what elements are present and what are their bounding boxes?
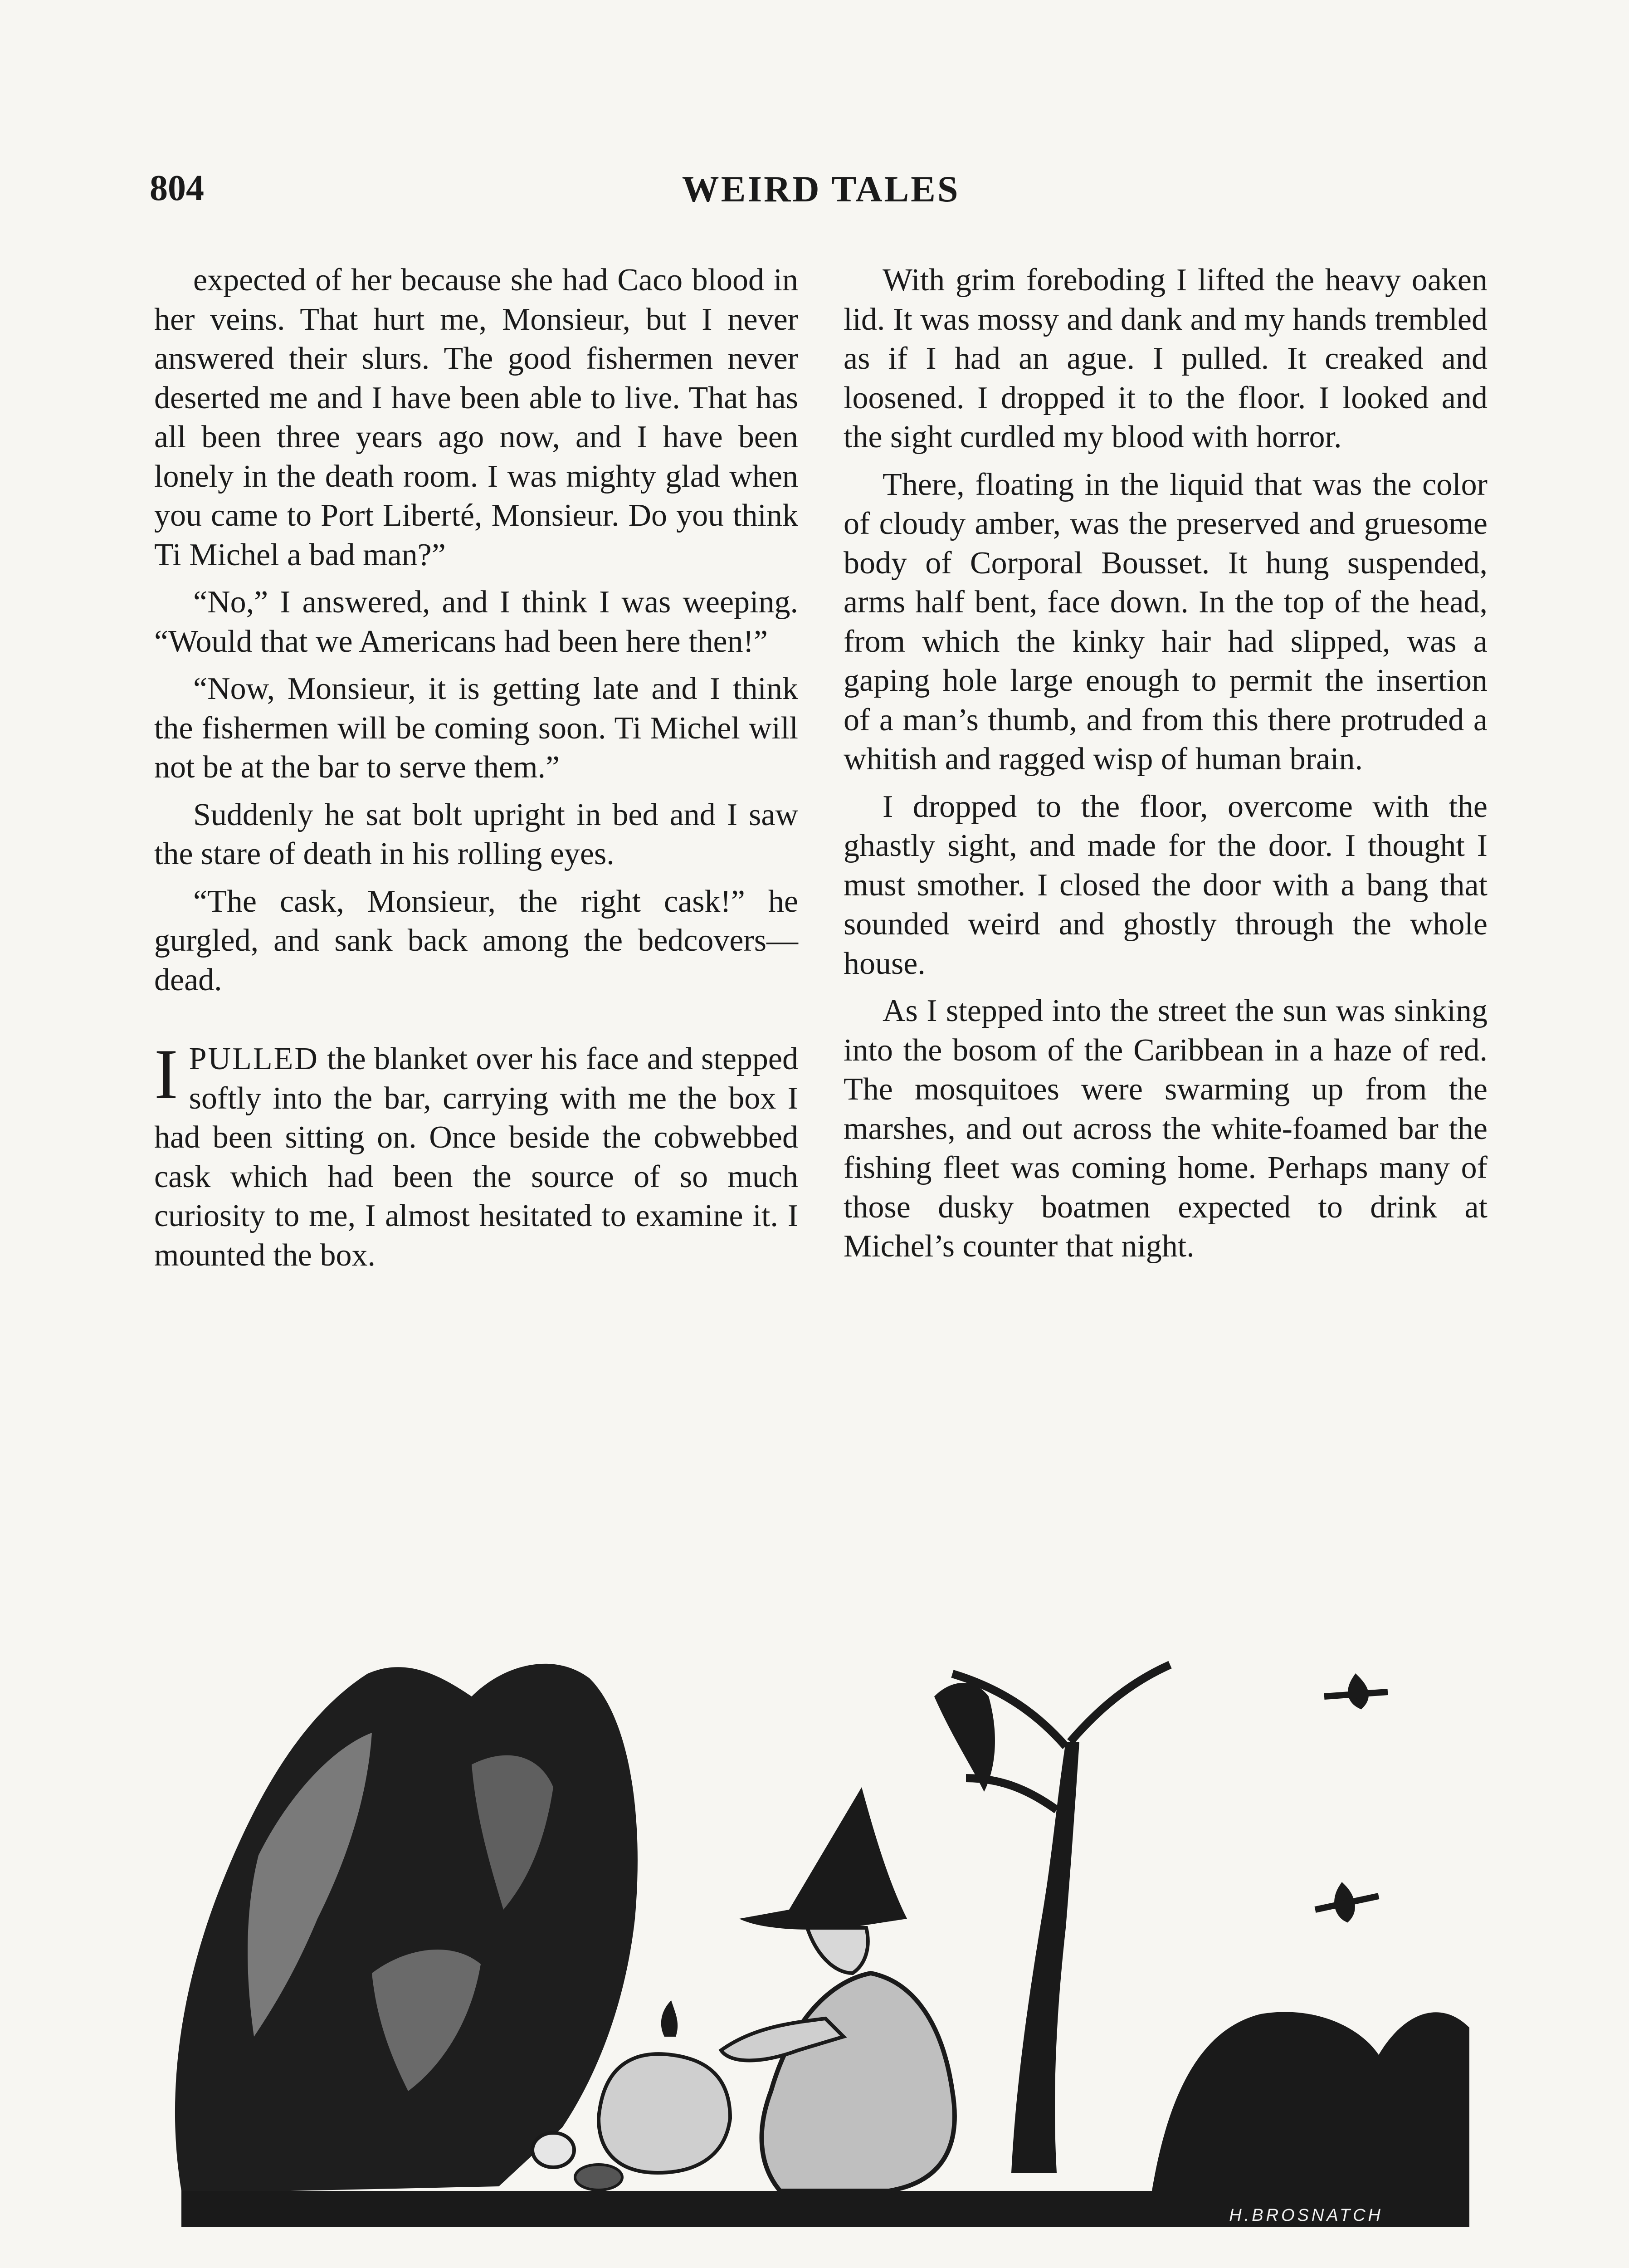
paragraph: With grim foreboding I lifted the heavy oaken lid. It was mossy and dank and my hands trembled as if I had an ague. I pulled. It creaked and loosened. I dropped it to the floor. I looked and the sight curdled my blood with horror. [844,263,1488,455]
drop-cap: I [154,1035,178,1114]
left-column [154,261,798,1283]
toad [575,2165,622,2190]
paragraph: Suddenly he sat bolt upright in bed and I saw the stare of death in his rolling eyes. [154,797,798,871]
paragraph: “No,” I answered, and I think I was weeping. “Would that we Americans had been here then!” [154,585,798,659]
page-header [150,168,1492,218]
rock-formation [175,1664,638,2191]
section-break [154,1008,798,1040]
witch-face [807,1928,868,1973]
stone-block [599,2054,730,2173]
illustration-drawing [154,1628,1488,2232]
paragraph: I dropped to the floor, overcome with the ghastly sight, and made for the door. I thought I must smother. I closed the door with a bang that sounded weird and ghostly through the whole house. [844,789,1488,981]
skull [532,2133,574,2167]
paragraph: “Now, Monsieur, it is getting late and I think the fishermen will be coming soon. Ti Michel will not be at the bar to serve them.” [154,671,798,785]
artist-signature: H.BROSNATCH [1229,2206,1383,2225]
witch-illustration [154,1628,1488,2232]
raven [934,1683,995,1792]
running-title: WEIRD TALES [682,168,960,210]
dark-hill [1152,2012,1469,2191]
flying-witch [1315,1887,1379,1919]
witch-hat [739,1787,907,1930]
flying-witch [1324,1678,1388,1706]
candle-flame [661,2000,678,2037]
page-number: 804 [150,168,204,208]
witch-body [762,1973,955,2191]
paragraph: There, floating in the liquid that was the color of cloudy amber, was the preserved and gruesome body of Corporal Bousset. It hung suspended, arms half bent, face down. In the top of the head, from which the kinky hair had slipped, was a gaping hole large enough to permit the insertion of a man’s thumb, and from this there protruded a whitish and ragged wisp of human brain. [844,467,1488,777]
paragraph: expected of her because she had Caco blood in her veins. That hurt me, Monsieur, but I never answered their slurs. The good fishermen never deserted me and I have been able to live. That has all been three years ago now, and I have been lonely in the death room. I was mighty glad when you came to Port Liberté, Monsieur. Do you think Ti Michel a bad man?” [154,263,798,572]
right-column [844,261,1488,1275]
paragraph: As I stepped into the street the sun was sinking into the bosom of the Caribbean in a haze of red. The mosquitoes were swarming up from the marshes, and out across the white-foamed bar the fishing fleet was coming home. Perhaps many of those dusky boatmen expected to drink at Michel’s counter that night. [844,993,1488,1264]
section-opening-paragraph [154,1035,798,1275]
paragraph-text: the blanket over his face and stepped softly into the bar, carrying with me the box I had been sitting on. Once beside the cobwebbed cask which had been the source of so much curiosity to me, I almost hesitated to examine it. I mounted the box. [154,1041,798,1273]
small-caps-lead: PULLED [189,1041,319,1076]
paragraph: “The cask, Monsieur, the right cask!” he gurgled, and sank back among the bedcovers—dead. [154,884,798,997]
